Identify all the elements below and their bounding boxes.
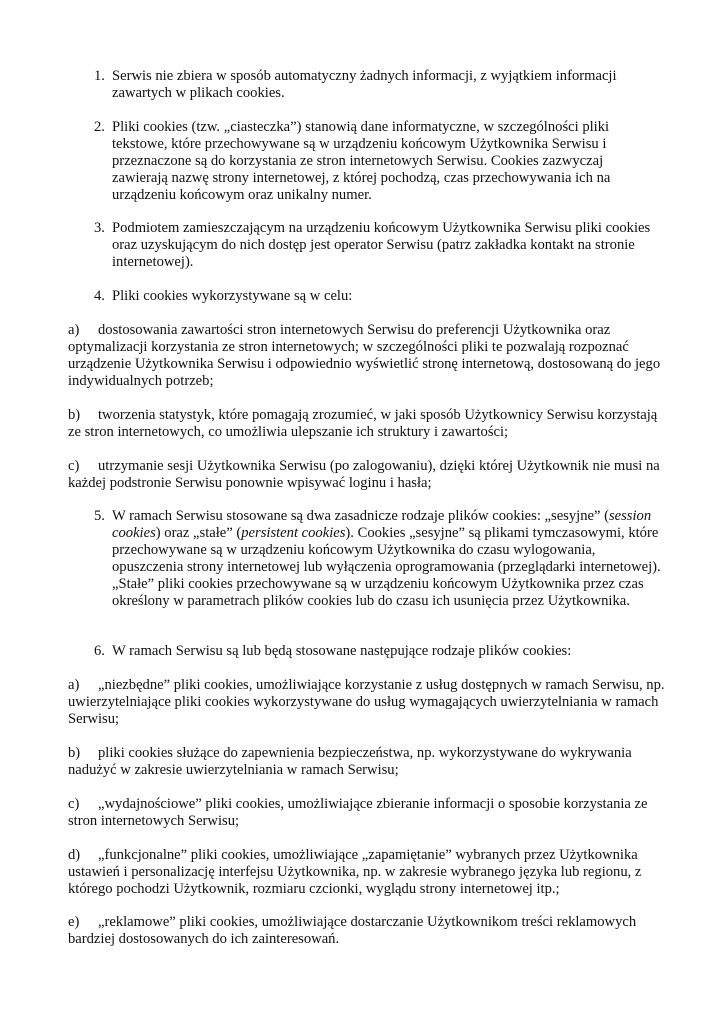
numbered-item-3 (94, 220, 662, 271)
numbered-item-5 (94, 508, 662, 610)
item-number: 1. (94, 68, 105, 84)
item-number: 6. (94, 643, 105, 659)
purpose-item-b (68, 407, 668, 441)
item-letter: a) (68, 322, 80, 338)
cookie-type-item-e (68, 914, 668, 948)
item-text: W ramach Serwisu są lub będą stosowane następujące rodzaje plików cookies: (112, 643, 572, 659)
item-text: dostosowania zawartości stron internetowych Serwisu do preferencji Użytkownika oraz optymalizacji korzystania ze stron internetowych; w szczególności pliki te pozwalają rozpoznać urządzenie Użytkownika Serwisu i odpowiednio wyświetlić stronę internetową, dostosowaną do jego indywidualnych potrzeb; (68, 322, 661, 389)
numbered-item-2 (94, 119, 662, 204)
item-text: W ramach Serwisu stosowane są dwa zasadnicze rodzaje plików cookies: „sesyjne” (session cookies) oraz „stałe” (persistent cookies). Cookies „sesyjne” są plikami tymczasowymi, które przechowywane są w urządzeniu końcowym Użytkownika do czasu wylogowania, opuszczenia strony internetowej lub wyłączenia oprogramowania (przeglądarki internetowej). „Stałe” pliki cookies przechowywane są w urządzeniu końcowym Użytkownika przez czas określony w parametrach plików cookies lub do czasu ich usunięcia przez Użytkownika. (112, 508, 661, 609)
item-letter: c) (68, 458, 80, 474)
item-letter: a) (68, 677, 80, 693)
item-number: 2. (94, 119, 105, 135)
cookie-type-item-b (68, 745, 668, 779)
item-letter: c) (68, 796, 80, 812)
session-cookies-term: session cookies (112, 508, 652, 541)
item-letter: e) (68, 914, 80, 930)
cookie-type-item-c (68, 796, 668, 830)
numbered-item-6 (94, 643, 662, 660)
item-text: pliki cookies służące do zapewnienia bezpieczeństwa, np. wykorzystywane do wykrywania nadużyć w zakresie uwierzytelniania w ramach Serwisu; (68, 745, 632, 778)
item-text: „niezbędne” pliki cookies, umożliwiające korzystanie z usług dostępnych w ramach Serwisu, np. uwierzytelniające pliki cookies wykorzystywane do usług wymagających uwierzytelniania w ramach Serwisu; (68, 677, 665, 727)
purpose-item-a (68, 322, 668, 390)
cookie-type-item-d (68, 847, 668, 898)
item-text: „funkcjonalne” pliki cookies, umożliwiające „zapamiętanie” wybranych przez Użytkownika ustawień i personalizację interfejsu Użytkownika, np. w zakresie wybranego języka lub regionu, z którego pochodzi Użytkownik, rozmiaru czcionki, wyglądu strony internetowej itp.; (68, 847, 642, 897)
item-text: tworzenia statystyk, które pomagają zrozumieć, w jaki sposób Użytkownicy Serwisu korzystają ze stron internetowych, co umożliwia ulepszanie ich struktury i zawartości; (68, 407, 658, 440)
item-letter: d) (68, 847, 81, 863)
item-text: „wydajnościowe” pliki cookies, umożliwiające zbieranie informacji o sposobie korzystania ze stron internetowych Serwisu; (68, 796, 648, 829)
item-text: „reklamowe” pliki cookies, umożliwiające dostarczanie Użytkownikom treści reklamowych bardziej dostosowanych do ich zainteresowań. (68, 914, 637, 947)
item-letter: b) (68, 407, 81, 423)
item-text: Pliki cookies (tzw. „ciasteczka”) stanowią dane informatyczne, w szczególności pliki tekstowe, które przechowywane są w urządzeniu końcowym Użytkownika Serwisu i przeznaczone są do korzystania ze stron internetowych Serwisu. Cookies zazwyczaj zawierają nazwę strony internetowej, z której pochodzą, czas przechowywania ich na urządzeniu końcowym oraz unikalny numer. (112, 119, 611, 203)
item-text: utrzymanie sesji Użytkownika Serwisu (po zalogowaniu), dzięki której Użytkownik nie musi na każdej podstronie Serwisu ponownie wpisywać loginu i hasła; (68, 458, 660, 491)
numbered-item-1 (94, 68, 662, 102)
item-number: 5. (94, 508, 105, 524)
item-text: Pliki cookies wykorzystywane są w celu: (112, 288, 353, 304)
item-number: 4. (94, 288, 105, 304)
item-number: 3. (94, 220, 105, 236)
numbered-item-4 (94, 288, 662, 305)
item-text: Serwis nie zbiera w sposób automatyczny żadnych informacji, z wyjątkiem informacji zawartych w plikach cookies. (112, 68, 617, 101)
item-letter: b) (68, 745, 81, 761)
purpose-item-c (68, 458, 668, 492)
persistent-cookies-term: persistent cookies (241, 525, 346, 541)
item-text: Podmiotem zamieszczającym na urządzeniu końcowym Użytkownika Serwisu pliki cookies oraz uzyskującym do nich dostęp jest operator Serwisu (patrz zakładka kontakt na stronie internetowej). (112, 220, 651, 270)
cookie-type-item-a (68, 677, 668, 728)
